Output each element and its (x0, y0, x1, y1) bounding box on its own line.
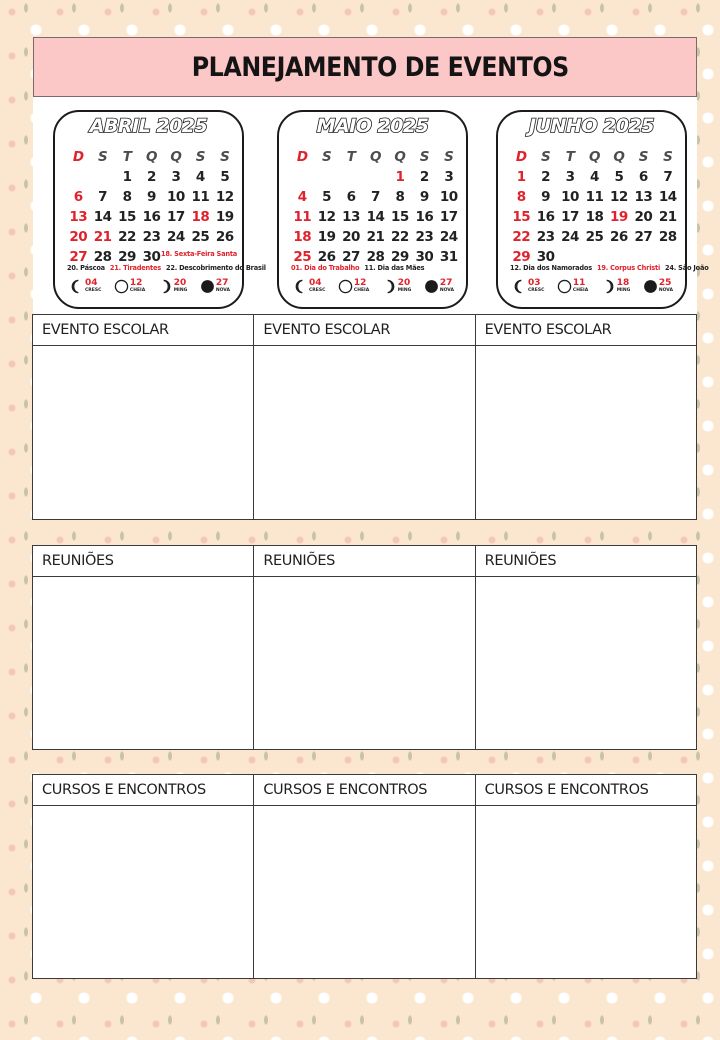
calendar-day: 2 (147, 169, 156, 185)
evento-escolar-column (254, 315, 475, 519)
calendar-day: 1 (395, 169, 405, 185)
calendar-day: 9 (147, 189, 156, 205)
empty-day-cell (66, 168, 90, 186)
empty-day-cell (363, 168, 387, 186)
weekday-header: T (346, 149, 356, 165)
writing-area[interactable] (254, 806, 474, 978)
calendar-day: 7 (371, 189, 380, 205)
moon-phase-label: CRESC (528, 287, 545, 293)
calendar-day: 19 (317, 229, 336, 245)
calendar-day: 25 (585, 229, 604, 245)
calendar-day: 23 (536, 229, 555, 245)
calendar-day: 25 (191, 229, 210, 245)
calendar-day: 9 (419, 189, 429, 205)
column-header: EVENTO ESCOLAR (33, 315, 253, 346)
moon-phases (293, 276, 454, 296)
calendar-day: 15 (512, 209, 531, 225)
calendar-day: 6 (73, 189, 83, 205)
calendar-month-title: MAIO 2025 (316, 115, 429, 137)
calendar-day: 21 (93, 229, 112, 245)
moon-phase (512, 279, 544, 294)
calendar-day: 22 (118, 229, 136, 245)
moon-phase-day: 27 (215, 277, 229, 288)
calendar-day: 3 (565, 169, 575, 185)
calendar-day: 26 (317, 249, 336, 265)
crescent-moon-icon (512, 279, 527, 294)
column-header: EVENTO ESCOLAR (476, 315, 696, 346)
calendar-day: 26 (215, 229, 234, 245)
holiday-item: 24. São João (665, 264, 709, 272)
calendar-day: 29 (391, 249, 409, 265)
weekday-header: D (72, 149, 84, 165)
calendar-day: 29 (118, 249, 136, 265)
writing-area[interactable] (476, 346, 696, 519)
calendar-day: 1 (122, 169, 132, 185)
weekday-header: S (541, 149, 551, 165)
section-reunioes (32, 545, 697, 750)
calendar-day: 1 (516, 169, 526, 185)
calendar-day: 18 (585, 209, 604, 225)
waning-moon-icon (382, 279, 397, 294)
calendar-day: 24 (167, 229, 185, 245)
weekday-header: S (419, 149, 429, 165)
calendar-day: 5 (220, 169, 230, 185)
section-evento-escolar (32, 314, 697, 520)
moon-phase-label: NOVA (439, 287, 454, 293)
reunioes-column (476, 546, 696, 749)
calendar-grid (509, 148, 680, 266)
calendar-day: 8 (395, 189, 405, 205)
calendar-day: 29 (512, 249, 531, 265)
crescent-moon-icon (69, 279, 84, 294)
calendar-day: 25 (293, 249, 312, 265)
calendar-grid (290, 148, 461, 266)
evento-escolar-column (33, 315, 254, 519)
moon-phase (69, 279, 101, 294)
weekday-header: Q (394, 149, 406, 165)
calendar-day: 4 (590, 169, 599, 185)
column-header: REUNIÕES (476, 546, 696, 577)
new-moon-icon (643, 279, 658, 294)
calendar-day: 7 (663, 169, 673, 185)
moon-phase-label: CHEIA (572, 287, 589, 293)
calendar-day: 5 (322, 189, 332, 205)
calendar-day: 6 (346, 189, 356, 205)
calendar-day: 8 (516, 189, 526, 205)
writing-area[interactable] (476, 806, 696, 978)
calendar-day: 14 (93, 209, 112, 225)
calendar-day: 11 (293, 209, 312, 225)
weekday-header: Q (613, 149, 625, 165)
moon-phase-label: NOVA (215, 287, 230, 293)
moon-phase (382, 279, 412, 294)
holiday-list (510, 263, 709, 273)
full-moon-icon (338, 279, 353, 294)
calendar-day: 24 (561, 229, 579, 245)
moon-phase-day: 03 (528, 277, 541, 288)
holiday-item: 19. Corpus Christi (596, 264, 660, 272)
page-title: PLANEJAMENTO DE EVENTOS (191, 51, 569, 83)
calendar-day: 30 (415, 249, 434, 265)
writing-area[interactable] (33, 346, 253, 519)
moon-phase (158, 279, 188, 294)
reunioes-column (33, 546, 254, 749)
calendars-area (33, 97, 709, 315)
calendar-day: 5 (614, 169, 624, 185)
weekday-header: S (98, 149, 108, 165)
empty-day-cell (90, 168, 114, 186)
column-header: CURSOS E ENCONTROS (254, 775, 474, 806)
calendar-day: 10 (167, 189, 185, 205)
calendar-month-title: JUNHO 2025 (529, 115, 654, 137)
calendar-day: 18 (293, 229, 312, 245)
holiday-item: 22. Descobrimento do Brasil (165, 264, 266, 272)
calendar-day: 3 (444, 169, 454, 185)
calendar-day: 27 (342, 249, 360, 265)
holiday-item: 01. Dia do Trabalho (291, 264, 360, 272)
title-banner (33, 37, 697, 97)
calendar-day: 17 (439, 209, 458, 225)
calendar-day: 30 (536, 249, 555, 265)
calendar-day: 13 (342, 209, 360, 225)
weekday-header: T (122, 149, 132, 165)
moon-phases (69, 276, 230, 296)
calendar-day: 21 (366, 229, 385, 245)
weekday-header: S (663, 149, 673, 165)
section-cursos-encontros (32, 774, 697, 979)
calendar-day: 2 (541, 169, 551, 185)
cursos-encontros-column (254, 775, 475, 978)
moon-phase-day: 20 (173, 277, 187, 288)
weekday-header: S (444, 149, 454, 165)
writing-area[interactable] (476, 577, 696, 749)
moon-phase-day: 25 (658, 277, 672, 288)
cursos-encontros-column (33, 775, 254, 978)
holiday-item: 18. Sexta-Feira Santa (161, 250, 238, 258)
evento-escolar-column (476, 315, 696, 519)
calendar-day: 8 (122, 189, 132, 205)
calendar-day: 4 (195, 169, 205, 185)
calendar-day: 6 (638, 169, 648, 185)
calendar-day: 26 (610, 229, 628, 245)
calendar-day: 23 (142, 229, 161, 245)
calendar-day: 13 (69, 209, 88, 225)
calendar-day: 30 (142, 249, 161, 265)
calendar-day: 7 (98, 189, 108, 205)
calendar-day: 11 (585, 189, 604, 205)
moon-phase-label: CHEIA (129, 287, 146, 293)
crescent-moon-icon (293, 279, 308, 294)
reunioes-column (254, 546, 475, 749)
moon-phase (557, 279, 588, 294)
cursos-encontros-column (476, 775, 696, 978)
calendar-day: 16 (536, 209, 555, 225)
writing-area[interactable] (33, 577, 253, 749)
holiday-list (291, 263, 458, 273)
moon-phase (293, 279, 325, 294)
calendar-day: 27 (69, 249, 88, 265)
full-moon-icon (557, 279, 572, 294)
column-header: REUNIÕES (33, 546, 253, 577)
moon-phase (424, 279, 454, 294)
new-moon-icon (424, 279, 439, 294)
column-header: CURSOS E ENCONTROS (476, 775, 696, 806)
calendar-day: 27 (634, 229, 653, 245)
weekday-header: S (322, 149, 332, 165)
calendar-day: 14 (658, 189, 677, 205)
writing-area[interactable] (254, 346, 474, 519)
moon-phase (200, 279, 230, 294)
column-header: REUNIÕES (254, 546, 474, 577)
holiday-item: 21. Tiradentes (109, 264, 161, 272)
moon-phase-label: CHEIA (353, 287, 370, 293)
moon-phase-day: 12 (353, 277, 367, 288)
calendar-day: 22 (391, 229, 409, 245)
calendar-day: 28 (658, 229, 677, 245)
moon-phase-day: 11 (572, 277, 586, 288)
moon-phase-day: 12 (129, 277, 143, 288)
calendar-day: 22 (512, 229, 531, 245)
new-moon-icon (200, 279, 215, 294)
moon-phase-label: MING (173, 287, 188, 293)
calendar-day: 24 (439, 229, 458, 245)
calendar-day: 9 (541, 189, 551, 205)
moon-phase-label: NOVA (658, 287, 673, 293)
calendar-june (496, 110, 709, 309)
moon-phase (643, 279, 673, 294)
calendar-day: 2 (419, 169, 429, 185)
calendar-day: 28 (366, 249, 385, 265)
calendar-day: 20 (69, 229, 88, 245)
calendar-day: 13 (634, 189, 653, 205)
calendar-day: 15 (118, 209, 136, 225)
moon-phase-day: 20 (397, 277, 411, 288)
weekday-header: T (565, 149, 575, 165)
calendar-day: 21 (658, 209, 677, 225)
calendar-day: 12 (215, 189, 234, 205)
calendar-day: 19 (215, 209, 234, 225)
calendar-day: 16 (415, 209, 434, 225)
weekday-header: Q (370, 149, 381, 165)
calendar-day: 17 (561, 209, 579, 225)
moon-phase-day: 04 (309, 277, 322, 288)
calendar-day: 4 (297, 189, 307, 205)
weekday-header: D (515, 149, 527, 165)
moon-phase-label: CRESC (85, 287, 102, 293)
calendar-day: 31 (439, 249, 458, 265)
weekday-header: S (195, 149, 205, 165)
waning-moon-icon (601, 279, 616, 294)
writing-area[interactable] (33, 806, 253, 978)
empty-day-cell (314, 168, 338, 186)
full-moon-icon (114, 279, 129, 294)
empty-day-cell (290, 168, 314, 186)
calendar-may (277, 110, 468, 309)
calendar-day: 20 (342, 229, 360, 245)
weekday-header: S (638, 149, 648, 165)
holiday-item: 20. Páscoa (67, 264, 105, 272)
calendar-day: 17 (167, 209, 185, 225)
moon-phase (338, 279, 369, 294)
calendar-day: 14 (366, 209, 385, 225)
calendar-day: 16 (142, 209, 161, 225)
calendar-day: 18 (191, 209, 210, 225)
calendar-day: 20 (634, 209, 653, 225)
moon-phase-day: 18 (616, 277, 630, 288)
calendar-day: 23 (415, 229, 434, 245)
calendar-april (53, 110, 266, 309)
calendar-day: 3 (171, 169, 181, 185)
calendar-day: 12 (317, 209, 336, 225)
moon-phases (512, 276, 673, 296)
moon-phase (601, 279, 631, 294)
column-header: CURSOS E ENCONTROS (33, 775, 253, 806)
moon-phase-day: 27 (439, 277, 453, 288)
weekday-header: S (220, 149, 230, 165)
calendar-day: 15 (391, 209, 409, 225)
column-header: EVENTO ESCOLAR (254, 315, 474, 346)
holiday-item: 12. Dia dos Namorados (510, 264, 592, 272)
calendar-day: 10 (561, 189, 579, 205)
weekday-header: Q (170, 149, 182, 165)
holiday-item: 11. Dia das Mães (364, 264, 425, 272)
writing-area[interactable] (254, 577, 474, 749)
weekday-header: Q (146, 149, 157, 165)
waning-moon-icon (158, 279, 173, 294)
calendar-day: 12 (610, 189, 628, 205)
calendar-day: 28 (93, 249, 112, 265)
calendar-month-title: ABRIL 2025 (89, 115, 208, 137)
calendar-day: 19 (610, 209, 628, 225)
moon-phase-label: CRESC (309, 287, 326, 293)
weekday-header: Q (589, 149, 600, 165)
moon-phase-day: 04 (85, 277, 98, 288)
empty-day-cell (339, 168, 363, 186)
weekday-header: D (296, 149, 308, 165)
moon-phase-label: MING (616, 287, 631, 293)
calendar-day: 11 (191, 189, 210, 205)
calendar-day: 10 (439, 189, 458, 205)
moon-phase-label: MING (397, 287, 412, 293)
moon-phase (114, 279, 145, 294)
